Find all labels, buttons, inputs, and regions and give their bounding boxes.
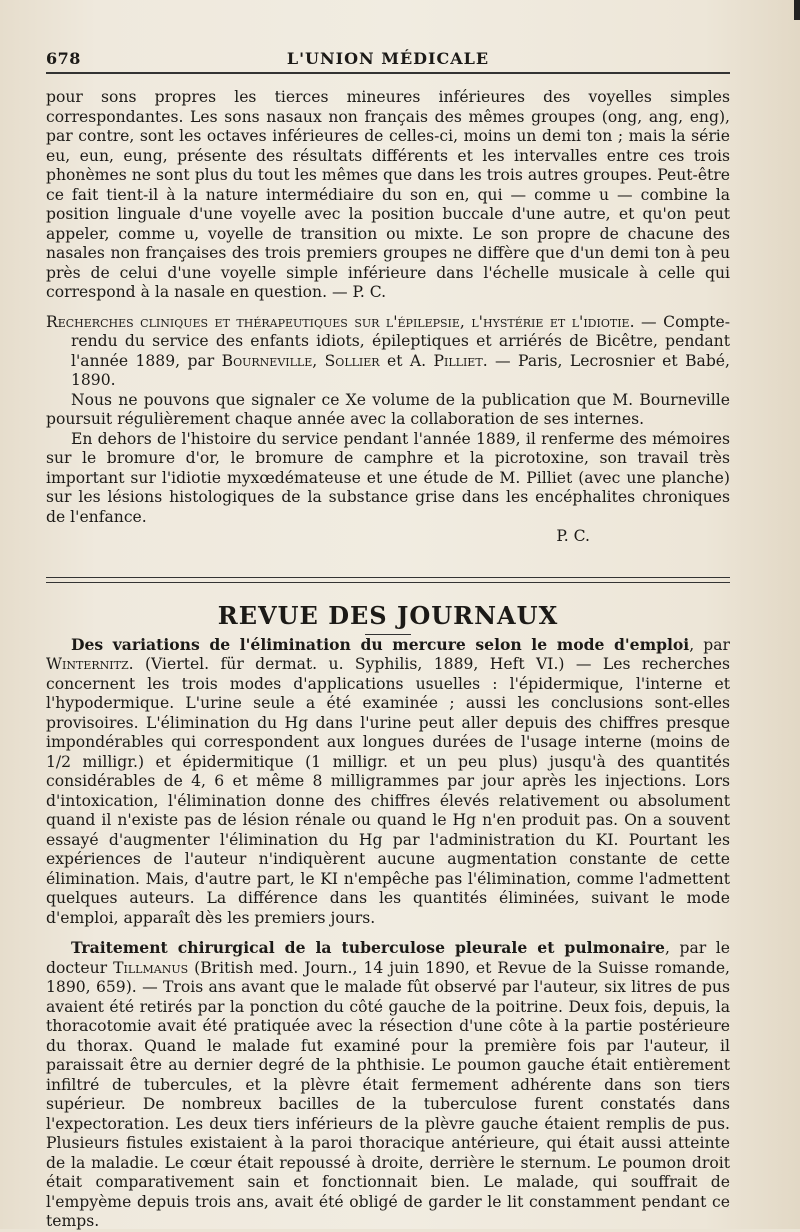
- review-paragraph-2: En dehors de l'histoire du service pendant l'année 1889, il renferme des mémoires sur le bromure d'or, le bromure de camphre et la picrotoxine, son travail très important sur l'idiotie myxœdémateuse et une étude de M. Pilliet (avec une planche) sur les lésions histologiques de la substance grise dans les encéphalites chroniques de l'enfance.: [46, 429, 730, 526]
- review-ref-start: — Compte-rendu du service des enfants idiots, épileptiques et arriérés de Bicêtre, pendant l'année 1889, par: [70, 312, 730, 370]
- review-author-1: Bourneville: [221, 351, 313, 370]
- review-title: Recherches cliniques et thérapeutiques sur l'épilepsie, l'hystérie et l'idiotie.: [46, 312, 635, 331]
- review-author-3: Pilliet: [433, 351, 483, 370]
- article-2-body: — Trois ans avant que le malade fût observé par l'auteur, six litres de pus avaient été retirés par la ponction du côté gauche de la poitrine. Deux fois, depuis, la thoracotomie avait été pratiquée avec la résection d'une côte à la partie postérieure du thorax. Quand le malade fut examiné pour la première fois par l'auteur, il paraissait être au dernier degré de la phthisie. Le poumon gauche était entièrement infiltré de tubercules, et la plèvre était fermement adhérente dans son tiers supérieur. De nombreux bacilles de la tuberculose furent constatés dans l'expectoration. Les deux tiers inférieurs de la plèvre gauche étaient remplis de pus. Plusieurs fistules existaient à la paroi thoracique antérieure, qui était aussi atteinte de la maladie. Le cœur était repoussé à droite, derrière le sternum. Le poumon droit était comparativement sain et fonctionnait bien. Le malade, qui souffrait de l'empyème depuis trois ans, avait été obligé de garder le lit constamment pendant ce temps.: [46, 978, 731, 1230]
- review-author-2: Sollier: [324, 351, 380, 370]
- section-title: REVUE DES JOURNAUX: [217, 600, 559, 630]
- article-1-citation: . (Viertel. für dermat. u. Syphilis, 1889, Heft VI.): [128, 655, 565, 673]
- article-2-by: , par le docteur: [46, 939, 730, 977]
- text-column: [46, 88, 730, 1232]
- book-review-reference: Recherches cliniques et thérapeutiques sur l'épilepsie, l'hystérie et l'idiotie. — Compte-rendu du service des enfants idiots, épileptiques et arriérés de Bicêtre, pendant l'année 1889, par Bourneville, Sollier et A. Pilliet. — Paris, Lecrosnier et Babé, 1890.: [46, 312, 730, 389]
- review-and-word: et A.: [387, 351, 427, 370]
- article-2-citation: (British med. Journ., 14 juin 1890, et Revue de la Suisse romande, 1890, 659).: [46, 958, 731, 996]
- article-1-title: Des variations de l'élimination du mercure selon le mode d'emploi: [70, 634, 690, 654]
- section-double-rule: [46, 577, 730, 583]
- running-header: [46, 43, 730, 73]
- article-2: [46, 938, 730, 1232]
- article-1: [46, 635, 730, 929]
- article-1-by: , par: [689, 635, 731, 654]
- continued-paragraph: pour sons propres les tierces mineures inférieures des voyelles simples correspondantes. Les sons nasaux non français des mêmes groupes (ong, ang, eng), par contre, sont les octaves inférieures de celles-ci, moins un demi ton ; mais la série eu, eun, eung, présente des résultats différents et les intervalles entre ces trois phonèmes ne sont plus du tout les mêmes que dans les trois autres groupes. Peut-être ce fait tient-il à la nature intermédiaire du son en, qui — comme u — combine la position linguale d'une voyelle avec la position buccale d'une autre, et qu'on peut appeler, comme u, voyelle de transition ou mixte. Le son propre de chacune des nasales non françaises des trois premiers groupes ne diffère que d'un demi ton à peu près de celui d'une voyelle simple inférieure dans l'échelle musicale à celle qui correspond à la nasale en question. — P. C.: [46, 88, 730, 301]
- review-ref-end: . — Paris, Lecrosnier et Babé, 1890.: [70, 351, 730, 389]
- header-rule: [46, 72, 730, 74]
- article-1-body: — Les recherches concernent les trois modes d'applications usuelles : l'épidermique, l'interne et l'hypodermique. L'urine seule a été examinée ; aussi les conclusions sont-elles provisoires. L'élimination du Hg dans l'urine peut aller depuis des chiffres presque impondérables qui correspondent aux longues durées de l'usage interne (moins de 1/2 milligr.) et épidermitique (1 milligr. et un peu plus) jusqu'à des quantités considérables de 4, 6 et même 8 milligrammes par jour après les injections. Lors d'intoxication, l'élimination donne des chiffres élevés relativement ou absolument quand il n'existe pas de lésion rénale ou quand le Hg n'en produit pas. On a souvent essayé d'augmenter l'élimination du Hg par l'administration du KI. Pourtant les expériences de l'auteur n'indiquèrent aucune augmentation constante de cette élimination. Mais, d'autre part, le KI n'empêche pas l'élimination, comme l'admettent quelques auteurs. La différence dans les quantités éliminées, suivant le mode d'emploi, apparaît dès les premiers jours.: [46, 655, 730, 927]
- article-2-title: Traitement chirurgical de la tuberculose pleurale et pulmonaire: [70, 938, 665, 957]
- review-paragraph-1: Nous ne pouvons que signaler ce Xe volume de la publication que M. Bourneville poursuit régulièrement chaque année avec la collaboration de ses internes.: [46, 390, 730, 428]
- review-signature: P. C.: [556, 527, 590, 545]
- running-title: L'UNION MÉDICALE: [286, 49, 490, 68]
- page-edge-mark: [794, 0, 800, 20]
- page-number: 678: [46, 49, 81, 68]
- article-2-author: Tillmanus: [113, 958, 189, 977]
- article-1-author: Winternitz: [46, 655, 129, 673]
